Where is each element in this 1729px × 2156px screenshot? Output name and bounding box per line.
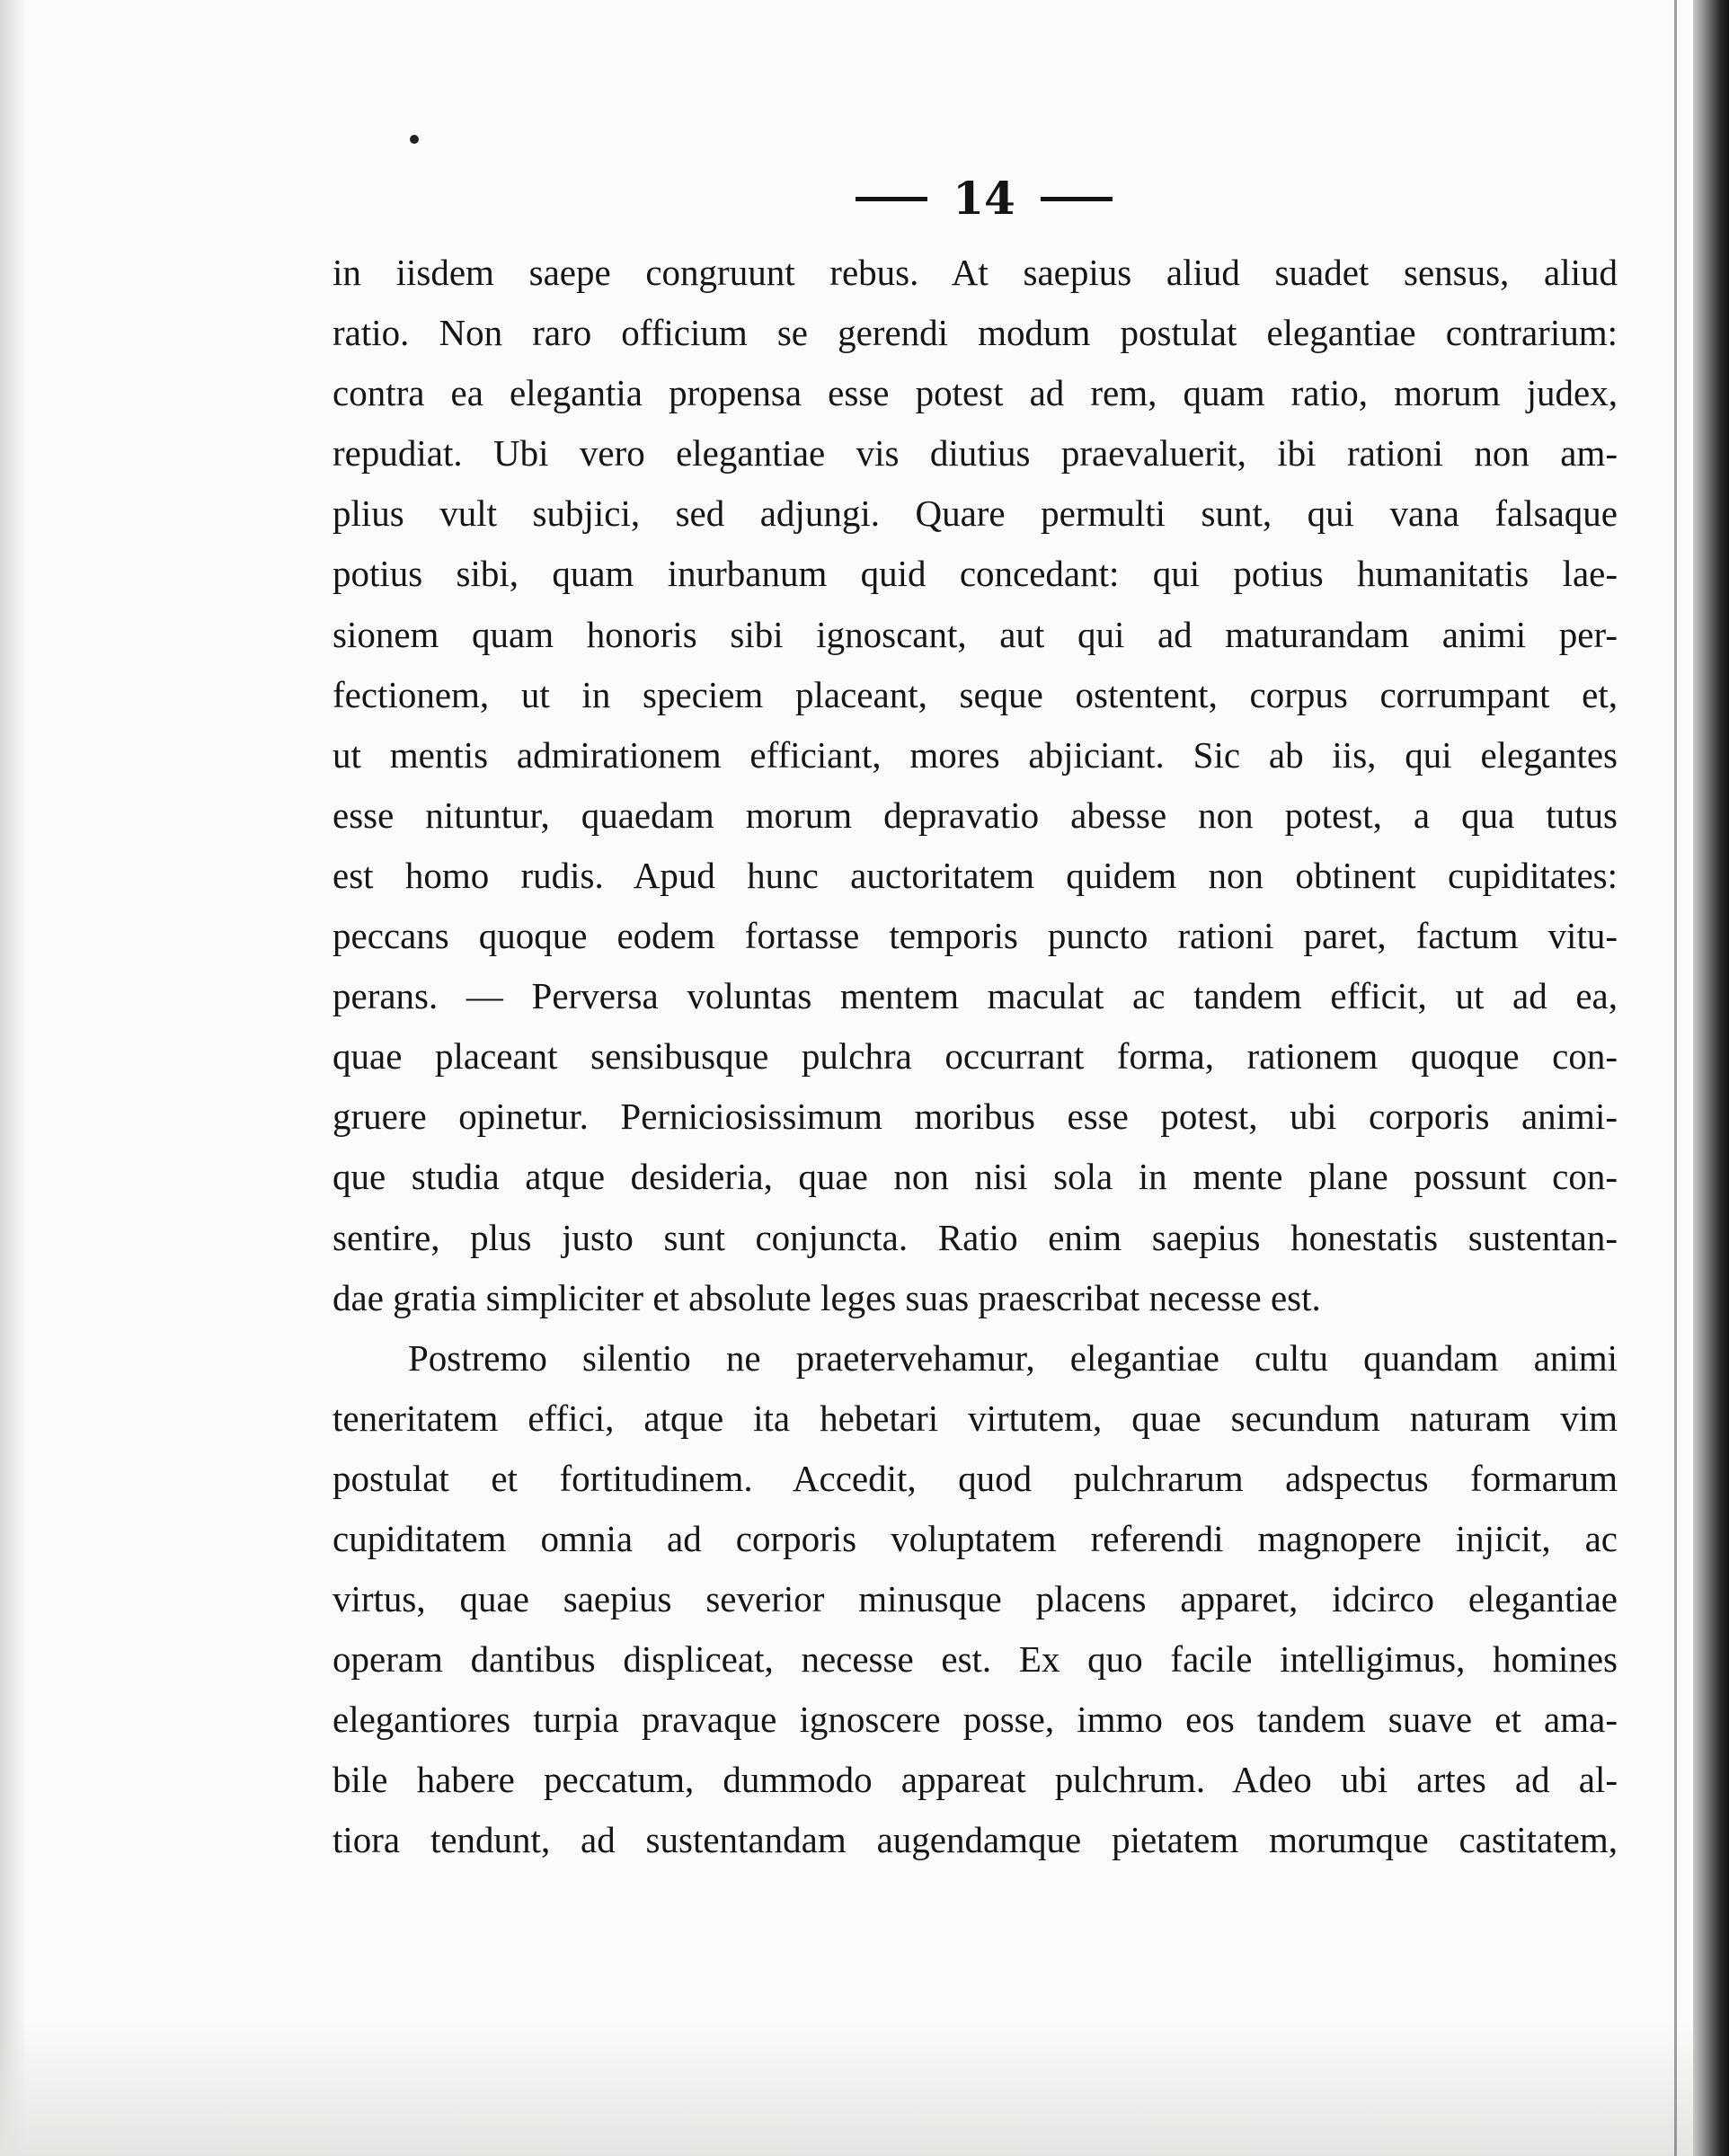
text-line: sionem quam honoris sibi ignoscant, aut qui ad maturandam animi per-	[332, 613, 1618, 655]
text-line: esse nituntur, quaedam morum depravatio abesse non potest, a qua tutus	[332, 794, 1618, 836]
text-line: Postremo silentio ne praetervehamur, elegantiae cultu quandam animi	[408, 1336, 1618, 1379]
text-line: bile habere peccatum, dummodo appareat pulchrum. Adeo ubi artes ad al-	[332, 1759, 1618, 1801]
text-line: ut mentis admirationem efficiant, mores abjiciant. Sic ab iis, qui elegantes	[332, 733, 1618, 776]
text-line: ratio. Non raro officium se gerendi modum postulat elegantiae contrarium:	[332, 312, 1618, 354]
text-line: in iisdem saepe congruunt rebus. At saepius aliud suadet sensus, aliud	[332, 252, 1618, 293]
text-line: gruere opinetur. Perniciosissimum moribus esse potest, ubi corporis animi-	[332, 1096, 1618, 1138]
body-text	[332, 243, 1618, 1871]
text-line: fectionem, ut in speciem placeant, seque ostentent, corpus corrumpant et,	[332, 673, 1618, 715]
ink-speck	[410, 135, 419, 144]
text-line: dae gratia simpliciter et absolute leges suas praescribat necesse est.	[332, 1276, 1321, 1318]
text-line: postulat et fortitudinem. Accedit, quod pulchrarum adspectus formarum	[332, 1457, 1618, 1499]
text-line: perans. — Perversa voluntas mentem maculat ac tandem efficit, ut ad ea,	[332, 975, 1618, 1017]
text-line: tiora tendunt, ad sustentandam augendamque pietatem morumque castitatem,	[332, 1819, 1618, 1861]
text-line: que studia atque desideria, quae non nisi sola in mente plane possunt con-	[332, 1156, 1618, 1198]
text-line: plius vult subjici, sed adjungi. Quare permulti sunt, qui vana falsaque	[332, 492, 1618, 535]
text-line: cupiditatem omnia ad corporis voluptatem referendi magnopere injicit, ac	[332, 1517, 1618, 1559]
text-line: contra ea elegantia propensa esse potest ad rem, quam ratio, morum judex,	[332, 372, 1618, 414]
page-number: 14	[953, 172, 1015, 225]
page-left-edge-shadow	[0, 0, 27, 2156]
left-dash	[856, 197, 927, 201]
text-line: elegantiores turpia pravaque ignoscere posse, immo eos tandem suave et ama-	[332, 1699, 1618, 1741]
text-line: peccans quoque eodem fortasse temporis puncto rationi paret, factum vitu-	[332, 915, 1618, 957]
text-line: repudiat. Ubi vero elegantiae vis diutius praevaluerit, ibi rationi non am-	[332, 432, 1618, 475]
page-bottom-shadow	[0, 2021, 1729, 2156]
running-head	[836, 167, 1132, 230]
right-dash	[1041, 197, 1113, 201]
text-line: virtus, quae saepius severior minusque placens apparet, idcirco elegantiae	[332, 1578, 1618, 1620]
text-line: est homo rudis. Apud hunc auctoritatem quidem non obtinent cupiditates:	[332, 854, 1618, 896]
binding-crease	[1674, 0, 1677, 2156]
text-line: potius sibi, quam inurbanum quid concedant: qui potius humanitatis lae-	[332, 553, 1618, 595]
text-line: teneritatem effici, atque ita hebetari virtutem, quae secundum naturam vim	[332, 1397, 1618, 1439]
text-line: quae placeant sensibusque pulchra occurrant forma, rationem quoque con-	[332, 1035, 1618, 1078]
binding-edge	[1693, 0, 1729, 2156]
text-line: operam dantibus displiceat, necesse est. Ex quo facile intelligimus, homines	[332, 1638, 1618, 1681]
text-line: sentire, plus justo sunt conjuncta. Ratio enim saepius honestatis sustentan-	[332, 1216, 1618, 1258]
